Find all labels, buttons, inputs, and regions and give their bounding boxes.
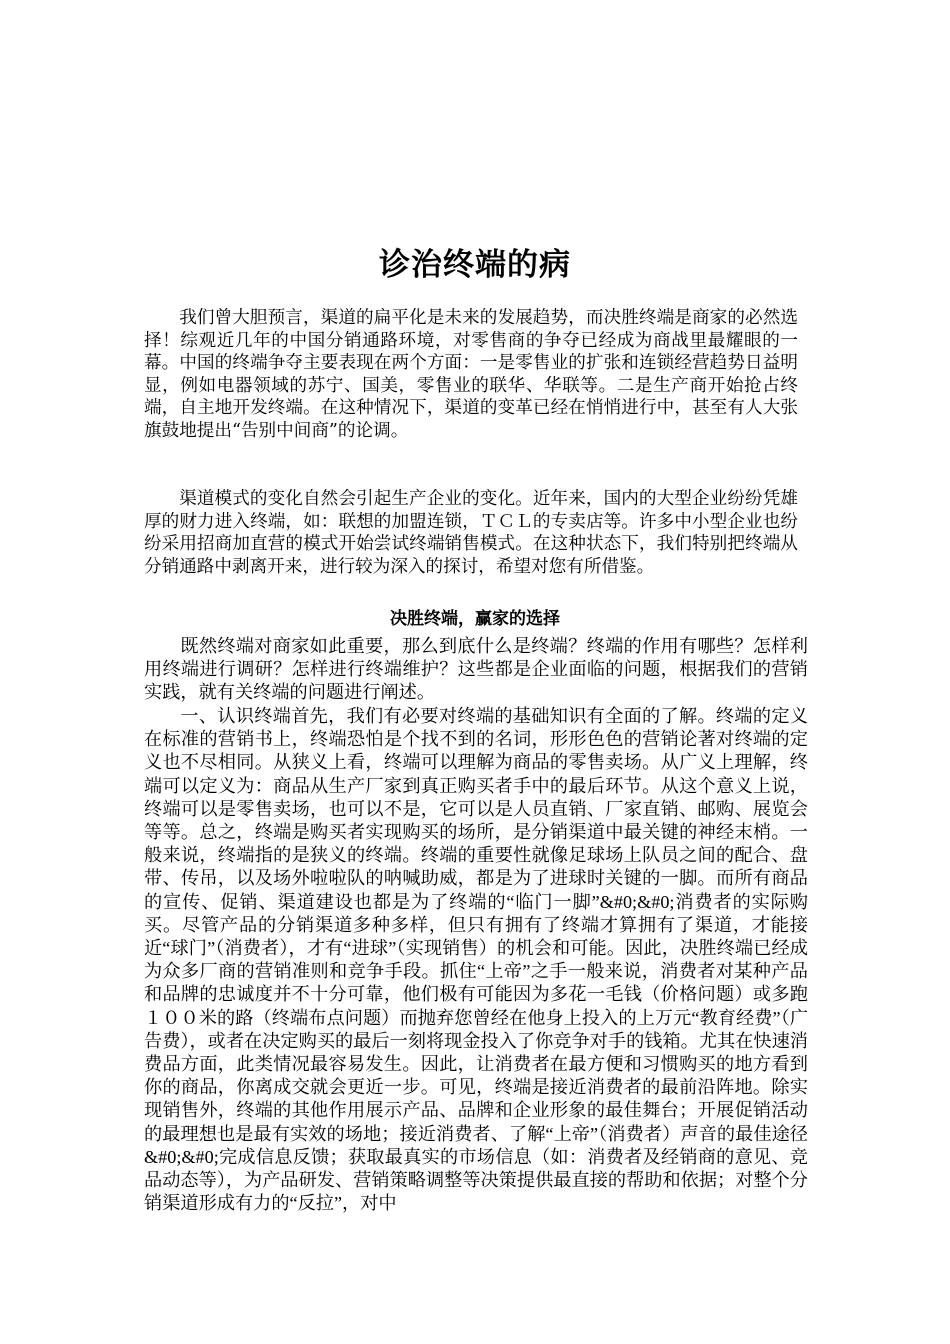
- body-paragraph: 一、认识终端首先，我们有必要对终端的基础知识有全面的了解。终端的定义在标准的营销书上，终端恐怕是个找不到的名词，形形色色的营销论著对终端的定义也不尽相同。从狭义上看，终端可以理解为商品的零售卖场。从广义上理解，终端可以定义为：商品从生产厂家到真正购买者手中的最后环节。从这个意义上说，终端可以是零售卖场，也可以不是，它可以是人员直销、厂家直销、邮购、展览会等等。总之，终端是购买者实现购买的场所，是分销渠道中最关键的神经末梢。一般来说，终端指的是狭义的终端。终端的重要性就像足球场上队员之间的配合、盘带、传吊，以及场外啦啦队的呐喊助威，都是为了进球时关键的一脚。而所有商品的宣传、促销、渠道建设也都是为了终端的“临门一脚”&#0;&#0;消费者的实际购买。尽管产品的分销渠道多种多样，但只有拥有了终端才算拥有了渠道，才能接近“球门”（消费者），才有“进球”（实现销售）的机会和可能。因此，决胜终端已经成为众多厂商的营销准则和竞争手段。抓住“上帝”之手一般来说，消费者对某种产品和品牌的忠诚度并不十分可靠，他们极有可能因为多花一毛钱（价格问题）或多跑１００米的路（终端布点问题）而抛弃您曾经在他身上投入的上万元“教育经费”（广告费），或者在决定购买的最后一刻将现金投入了你竞争对手的钱箱。尤其在快速消费品方面，此类情况最容易发生。因此，让消费者在最方便和习惯购买的地方看到你的商品，你离成交就会更近一步。可见，终端是接近消费者的最前沿阵地。除实现销售外，终端的其他作用展示产品、品牌和企业形象的最佳舞台；开展促销活动的最理想也是最有实效的场地；接近消费者、了解“上帝”（消费者）声音的最佳途径&#0;&#0;完成信息反馈；获取最真实的市场信息（如：消费者及经销商的意见、竞品动态等），为产品研发、营销策略调整等决策提供最直接的帮助和依据；对整个分销渠道形成有力的“反拉”，对中: [144, 706, 808, 1214]
- section-heading: 决胜终端，赢家的选择: [390, 609, 560, 630]
- intro-paragraph: 我们曾大胆预言，渠道的扁平化是未来的发展趋势，而决胜终端是商家的必然选择！综观近几年的中国分销通路环境，对零售商的争夺已经成为商战里最耀眼的一幕。中国的终端争夺主要表现在两个方面：一是零售业的扩张和连锁经营趋势日益明显，例如电器领域的苏宁、国美，零售业的联华、华联等。二是生产商开始抢占终端，自主地开发终端。在这种情况下，渠道的变革已经在悄悄进行中，甚至有人大张旗鼓地提出“告别中间商”的论调。: [144, 308, 798, 441]
- document-title: 诊治终端的病: [379, 246, 571, 283]
- intro-paragraph: 渠道模式的变化自然会引起生产企业的变化。近年来，国内的大型企业纷纷凭雄厚的财力进入终端，如：联想的加盟连锁，ＴＣＬ的专卖店等。许多中小型企业也纷纷采用招商加直营的模式开始尝试终端销售模式。在这种状态下，我们特别把终端从分销通路中剥离开来，进行较为深入的探讨，希望对您有所借鉴。: [144, 489, 798, 577]
- body-paragraph: 既然终端对商家如此重要，那么到底什么是终端？终端的作用有哪些？怎样利用终端进行调研？怎样进行终端维护？这些都是企业面临的问题，根据我们的营销实践，就有关终端的问题进行阐述。: [144, 636, 808, 703]
